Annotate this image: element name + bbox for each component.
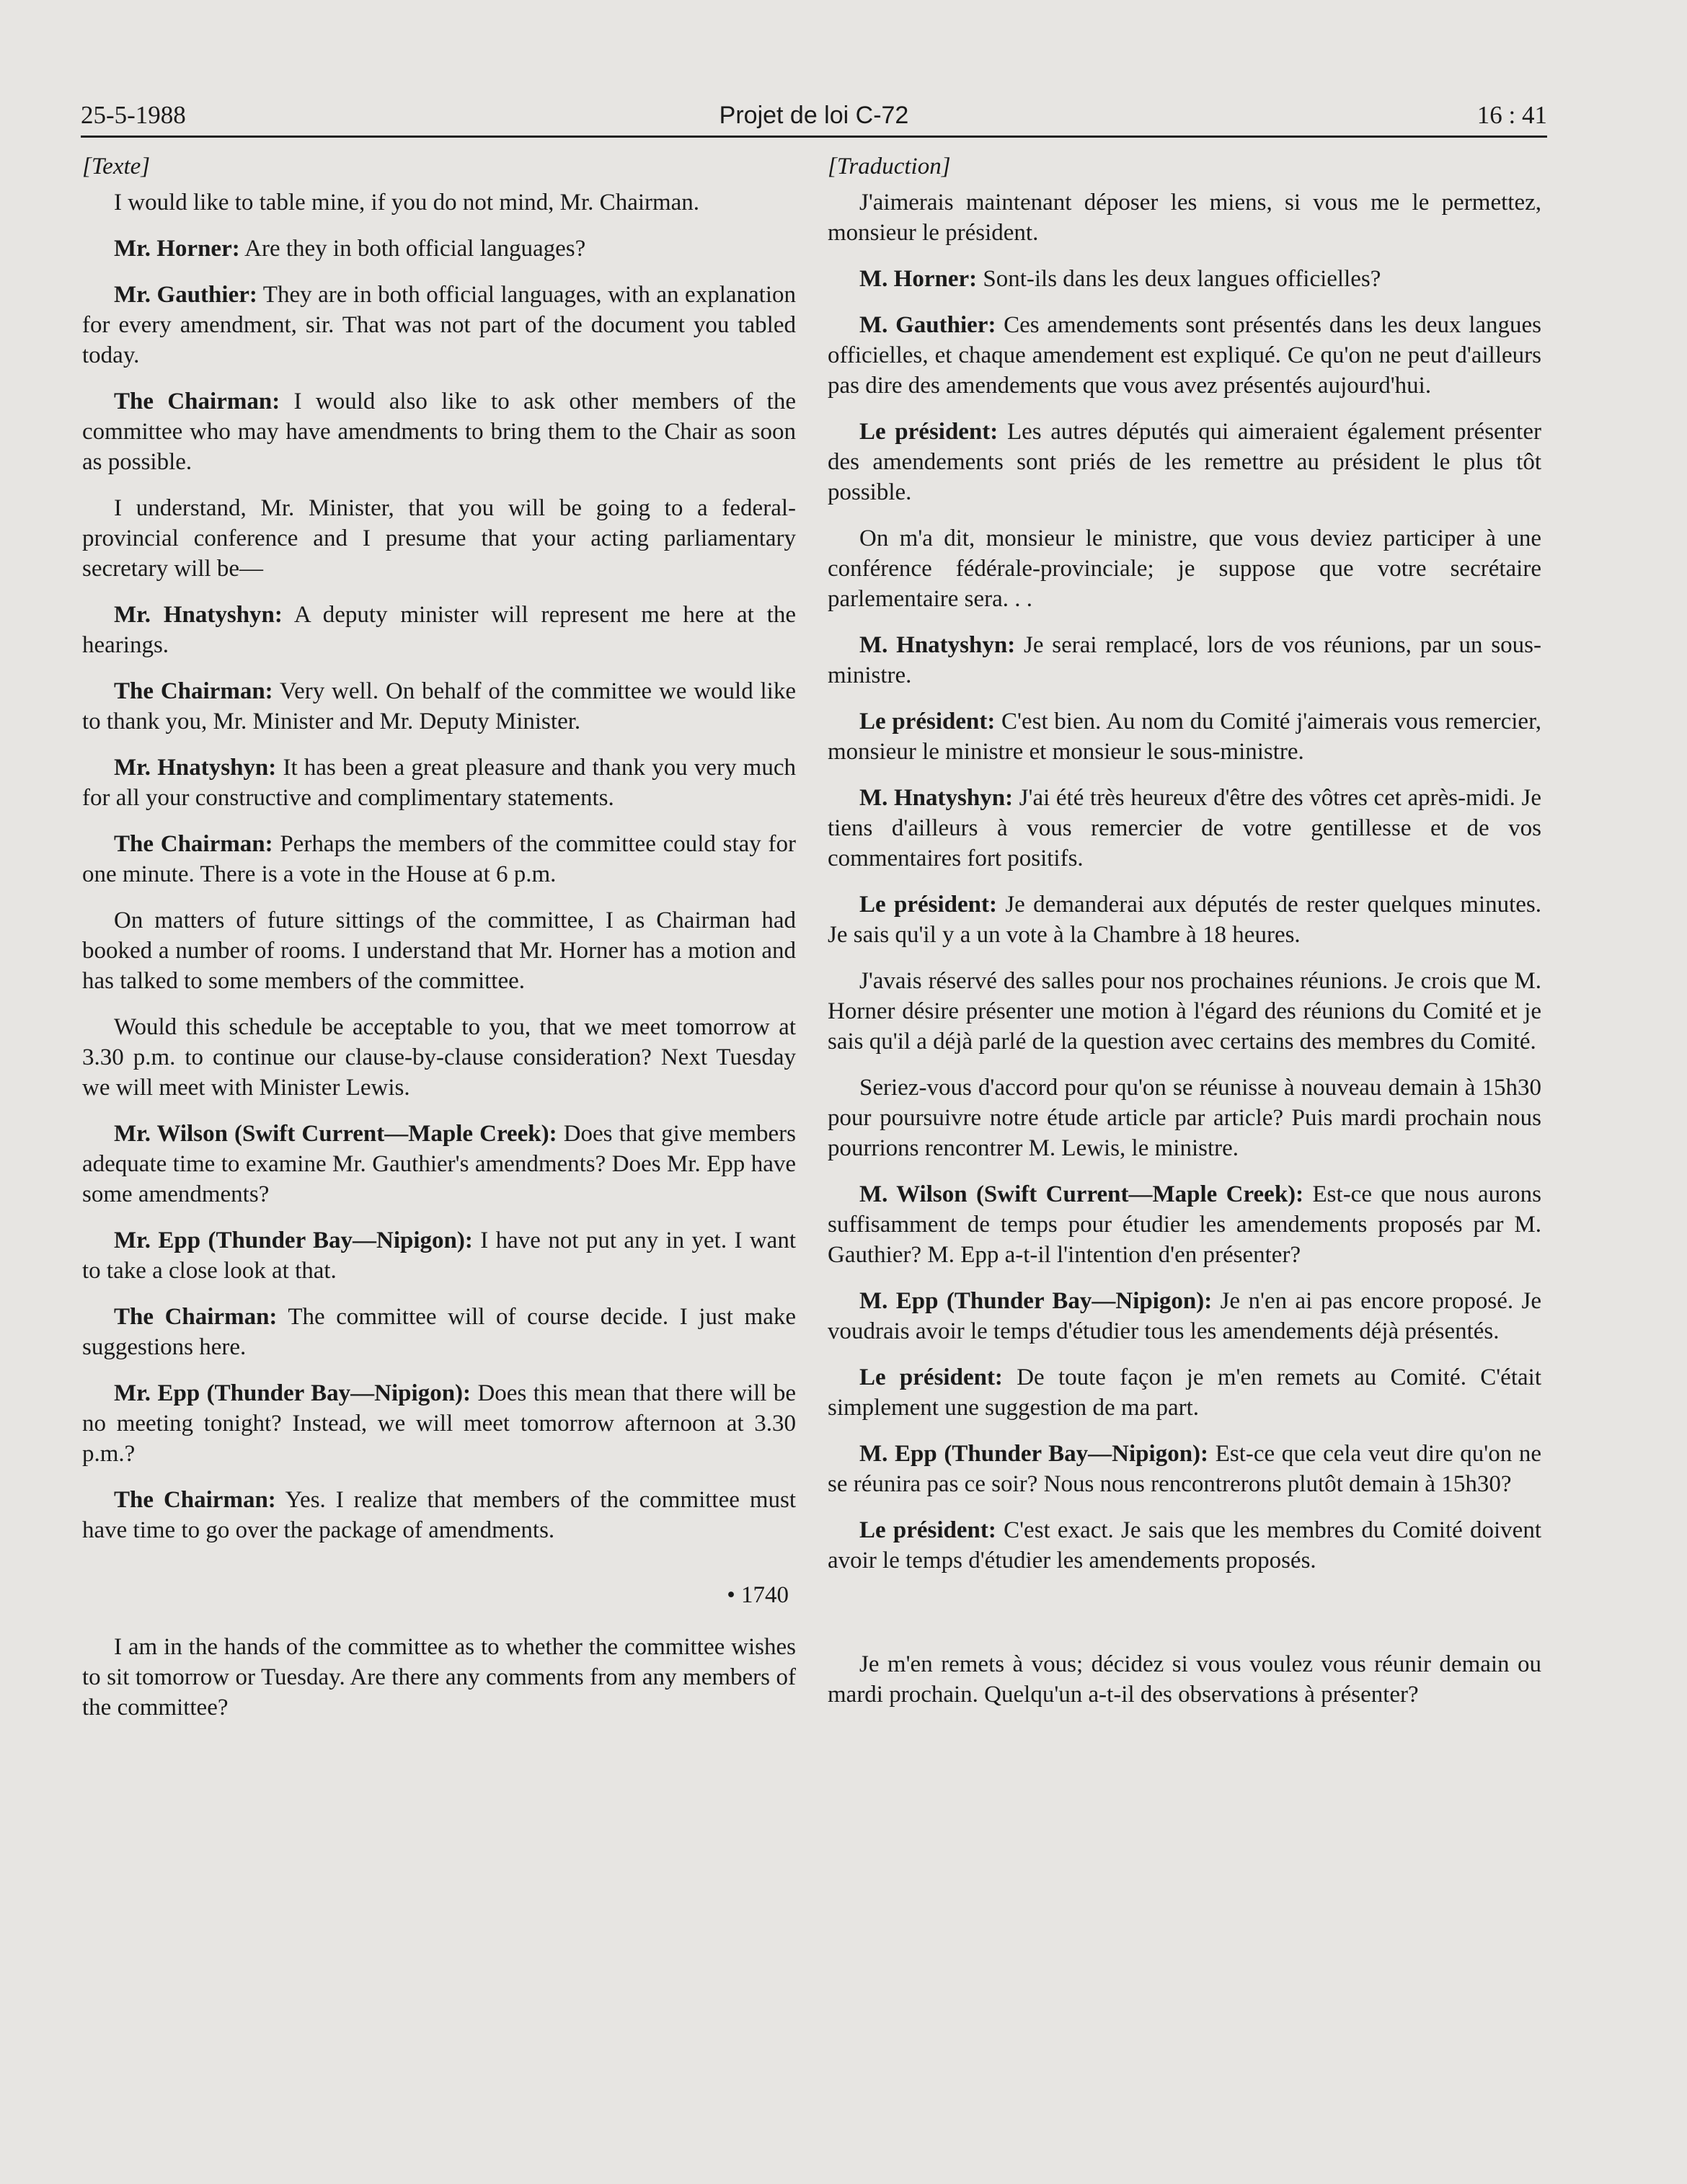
transcript-paragraph (828, 187, 1541, 248)
transcript-paragraph (82, 386, 796, 477)
transcript-paragraph: Je m'en remets à vous; décidez si vous voulez vous réunir demain ou mardi prochain. Quelqu'un a-t-il des observations à présenter? (828, 1651, 1541, 1708)
transcript-paragraph (828, 523, 1541, 614)
speaker-name: Le président: (859, 419, 999, 445)
paragraph-text: Very well. On behalf of the committee we would like to thank you, Mr. Minister and Mr. Deputy Minister. (82, 678, 796, 734)
transcript-paragraph (828, 1179, 1541, 1270)
transcript-paragraph (82, 280, 796, 370)
speaker-name: M. Gauthier: (859, 312, 996, 338)
paragraph-text: Seriez-vous d'accord pour qu'on se réunisse à nouveau demain à 15h30 pour poursuivre notre étude article par article? Puis mardi prochain nous pourrions rencontrer M. Lewis, le ministre. (828, 1075, 1541, 1161)
speaker-name: Mr. Hnatyshyn: (114, 602, 283, 628)
transcript-paragraph (828, 966, 1541, 1057)
header-title: Projet de loi C-72 (719, 102, 909, 129)
paragraph-text: Est-ce que cela veut dire qu'on ne se réunira pas ce soir? Nous nous rencontrerons plutôt demain à 15h30? (828, 1441, 1542, 1497)
transcript-paragraph: I am in the hands of the committee as to whether the committee wishes to sit tomorrow or Tuesday. Are there any comments from any members of the committee? (82, 1634, 796, 1721)
column-tag: [Texte] (82, 154, 151, 179)
transcript-paragraph (82, 1302, 796, 1362)
transcript-paragraph (828, 783, 1541, 874)
paragraph-text: Does this mean that there will be no meeting tonight? Instead, we will meet tomorrow afternoon at 3.30 p.m.? (82, 1380, 796, 1467)
paragraph-text: Would this schedule be acceptable to you, that we meet tomorrow at 3.30 p.m. to continue our clause-by-clause consideration? Next Tuesday we will meet with Minister Lewis. (82, 1014, 796, 1101)
paragraph-text: Ces amendements sont présentés dans les deux langues officielles, et chaque amendement est expliqué. Ce qu'on ne peut d'ailleurs pas dire des amendements que vous avez présentés aujourd'hui. (828, 312, 1542, 399)
page-header (81, 92, 1547, 138)
transcript-paragraph (828, 1286, 1541, 1346)
transcript-paragraph (82, 234, 796, 264)
transcript-paragraph (82, 493, 796, 584)
transcript-paragraph (82, 1225, 796, 1286)
speaker-name: M. Horner: (859, 266, 978, 292)
paragraph-text: C'est exact. Je sais que les membres du Comité doivent avoir le temps d'étudier les amendements proposés. (828, 1517, 1541, 1573)
speaker-name: The Chairman: (114, 1487, 276, 1513)
header-page-number: 16 : 41 (1476, 101, 1547, 129)
transcript-paragraph (82, 753, 796, 813)
paragraph-text: De toute façon je m'en remets au Comité. C'était simplement une suggestion de ma part. (828, 1364, 1541, 1421)
speaker-name: Le président: (859, 1364, 1003, 1390)
transcript-paragraph (82, 187, 796, 218)
paragraph-text: Je serai remplacé, lors de vos réunions, par un sous-ministre. (828, 632, 1541, 688)
paragraph-text: Je demanderai aux députés de rester quelques minutes. Je sais qu'il y a un vote à la Chambre à 18 heures. (828, 892, 1541, 948)
transcript-paragraph (828, 706, 1541, 767)
english-column (82, 151, 796, 1739)
speaker-name: Mr. Wilson (Swift Current—Maple Creek): (114, 1121, 557, 1147)
header-date: 25-5-1988 (81, 101, 186, 129)
speaker-name: M. Epp (Thunder Bay—Nipigon): (859, 1441, 1209, 1467)
paragraph-text: On matters of future sittings of the committee, I as Chairman had booked a number of rooms. I understand that Mr. Horner has a motion and has talked to some members of the committee. (82, 907, 796, 994)
paragraph-text: Est-ce que nous aurons suffisamment de temps pour étudier les amendements proposés par M. Gauthier? M. Epp a-t-il l'intention d'en présenter? (828, 1181, 1541, 1268)
speaker-name: Le président: (859, 892, 997, 918)
speaker-name: M. Wilson (Swift Current—Maple Creek): (859, 1181, 1304, 1207)
speaker-name: Mr. Hnatyshyn: (114, 755, 277, 781)
speaker-name: Le président: (859, 709, 996, 734)
french-column (828, 151, 1541, 1726)
speaker-name: Mr. Horner: (114, 236, 240, 262)
speaker-name: M. Epp (Thunder Bay—Nipigon): (859, 1288, 1213, 1314)
paragraph-text: Are they in both official languages? (239, 236, 586, 262)
transcript-paragraph (828, 1515, 1541, 1576)
paragraph-text: They are in both official languages, with an explanation for every amendment, sir. That was not part of the document you tabled today. (82, 282, 796, 368)
paragraph-text: J'aimerais maintenant déposer les miens, si vous me le permettez, monsieur le président. (828, 190, 1541, 246)
transcript-paragraph (828, 1073, 1541, 1163)
transcript-paragraph (82, 676, 796, 737)
transcript-paragraph (82, 1485, 796, 1545)
paragraph-text: The committee will of course decide. I just make suggestions here. (82, 1304, 797, 1360)
paragraph-text: I understand, Mr. Minister, that you will be going to a federal-provincial conference and I presume that your acting parliamentary secretary will be— (82, 495, 796, 582)
paragraph-text: Does that give members adequate time to examine Mr. Gauthier's amendments? Does Mr. Epp have some amendments? (82, 1121, 796, 1207)
transcript-paragraph (82, 1119, 796, 1209)
paragraph-text: It has been a great pleasure and thank you very much for all your constructive and complimentary statements. (82, 755, 796, 811)
column-tag: [Traduction] (828, 154, 951, 179)
transcript-paragraph (82, 1012, 796, 1103)
paragraph-text: Sont-ils dans les deux langues officielles? (977, 266, 1381, 292)
paragraph-text: I would also like to ask other members of the committee who may have amendments to bring them to the Chair as soon as possible. (82, 389, 796, 475)
paragraph-text: I would like to table mine, if you do not mind, Mr. Chairman. (114, 190, 700, 216)
speaker-name: M. Hnatyshyn: (859, 632, 1016, 658)
speaker-name: Mr. Epp (Thunder Bay—Nipigon): (114, 1228, 473, 1253)
transcript-paragraph (82, 1378, 796, 1469)
transcript-paragraph (82, 829, 796, 889)
speaker-name: M. Hnatyshyn: (859, 785, 1014, 811)
time-marker: • 1740 (727, 1582, 789, 1608)
speaker-name: Mr. Gauthier: (114, 282, 257, 308)
transcript-paragraph (82, 905, 796, 996)
paragraph-text: Perhaps the members of the committee could stay for one minute. There is a vote in the House at 6 p.m. (82, 831, 797, 887)
transcript-paragraph (828, 310, 1541, 401)
speaker-name: The Chairman: (114, 678, 273, 704)
paragraph-text: J'ai été très heureux d'être des vôtres cet après-midi. Je tiens d'ailleurs à vous remercier de votre gentillesse et de vos commentaires fort positifs. (828, 785, 1541, 871)
speaker-name: The Chairman: (114, 1304, 278, 1330)
paragraph-text: I have not put any in yet. I want to take a close look at that. (82, 1228, 796, 1284)
paragraph-text: A deputy minister will represent me here at the hearings. (82, 602, 796, 658)
transcript-paragraph (828, 264, 1541, 294)
speaker-name: Mr. Epp (Thunder Bay—Nipigon): (114, 1380, 471, 1406)
speaker-name: The Chairman: (114, 831, 273, 857)
transcript-paragraph (828, 889, 1541, 950)
transcript-paragraph (82, 600, 796, 660)
paragraph-text: Je n'en ai pas encore proposé. Je voudrais avoir le temps d'étudier tous les amendements déjà présentés. (828, 1288, 1541, 1344)
paragraph-text: Yes. I realize that members of the committee must have time to go over the package of amendments. (82, 1487, 796, 1543)
paragraph-text: J'avais réservé des salles pour nos prochaines réunions. Je crois que M. Horner désire présenter une motion à l'égard des réunions du Comité et je sais qu'il a déjà parlé de la question avec certains des membres du Comité. (828, 968, 1541, 1055)
transcript-paragraph (828, 417, 1541, 507)
speaker-name: The Chairman: (114, 389, 280, 414)
transcript-paragraph (828, 630, 1541, 691)
paragraph-text: C'est bien. Au nom du Comité j'aimerais vous remercier, monsieur le ministre et monsieur le sous-ministre. (828, 709, 1541, 765)
transcript-paragraph (828, 1362, 1541, 1423)
speaker-name: Le président: (859, 1517, 996, 1543)
paragraph-text: On m'a dit, monsieur le ministre, que vous deviez participer à une conférence fédérale-provinciale; je suppose que votre secrétaire parlementaire sera. . . (828, 525, 1541, 612)
transcript-paragraph (828, 1439, 1541, 1499)
paragraph-text: Les autres députés qui aimeraient également présenter des amendements sont priés de les remettre au président le plus tôt possible. (828, 419, 1541, 505)
